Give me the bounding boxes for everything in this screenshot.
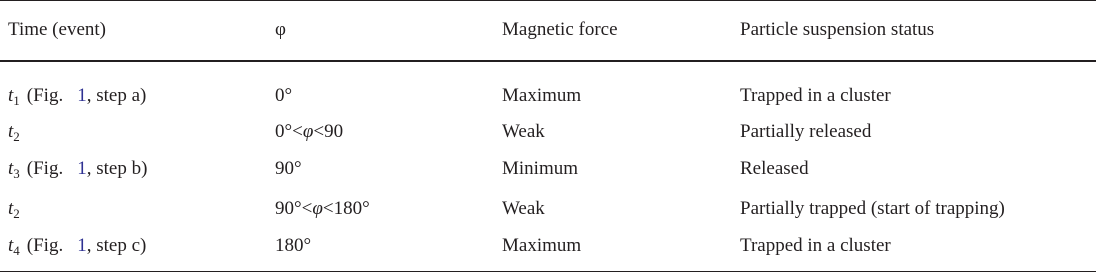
suspension-status-cell: Trapped in a cluster: [740, 85, 891, 106]
suspension-status-cell: Trapped in a cluster: [740, 235, 891, 256]
time-variable: t: [8, 235, 14, 256]
table-bottom-rule: [0, 271, 1096, 272]
time-subscript: 3: [13, 166, 20, 181]
phi-upper: 180°: [333, 198, 370, 219]
magnetic-force-cell: Maximum: [502, 85, 582, 106]
table-top-rule: [0, 0, 1096, 1]
magnetic-force-cell: Weak: [502, 121, 545, 142]
phi-value: 0°: [275, 85, 293, 106]
time-event-cell: [8, 158, 147, 185]
time-event-cell: [8, 85, 146, 112]
figure-ref-open: (Fig.: [26, 85, 64, 106]
suspension-status-cell: Partially released: [740, 121, 872, 142]
header-time-event: Time (event): [8, 19, 106, 40]
magnetic-force-cell: Weak: [502, 198, 545, 219]
phi-cell: [275, 121, 343, 143]
phi-cell: [275, 158, 302, 180]
time-event-cell: [8, 198, 20, 225]
phi-lower: 90°: [275, 198, 302, 219]
phi-symbol: φ: [312, 198, 323, 219]
time-subscript: 4: [13, 243, 20, 258]
header-particle-suspension-status: Particle suspension status: [740, 19, 935, 40]
phi-lt-1: <: [301, 198, 313, 219]
magnetic-force-cell: Minimum: [502, 158, 579, 179]
time-variable: t: [8, 85, 14, 106]
figure-ref-step: , step c): [86, 235, 147, 256]
phi-lt-2: <: [313, 121, 325, 142]
phi-lt-1: <: [292, 121, 303, 142]
phi-lower: 0°: [275, 121, 293, 142]
figure-link[interactable]: 1: [77, 235, 87, 256]
phi-lt-2: <: [322, 198, 334, 219]
time-subscript: 2: [13, 206, 20, 221]
time-variable: t: [8, 158, 14, 179]
time-subscript: 1: [13, 93, 20, 108]
figure-link[interactable]: 1: [77, 158, 87, 179]
time-event-cell: [8, 235, 146, 262]
header-phi: φ: [275, 19, 286, 40]
figure-ref-step: , step b): [86, 158, 148, 179]
magnetic-force-cell: Maximum: [502, 235, 582, 256]
table-header-rule: [0, 60, 1096, 62]
figure-ref-open: (Fig.: [26, 158, 64, 179]
phi-upper: 90: [324, 121, 344, 142]
suspension-status-cell: Partially trapped (start of trapping): [740, 198, 1005, 219]
phi-value: 90°: [275, 158, 302, 179]
time-subscript: 2: [13, 129, 20, 144]
time-variable: t: [8, 121, 14, 142]
figure-ref-open: (Fig.: [26, 235, 64, 256]
phi-cell: [275, 198, 370, 220]
suspension-status-cell: Released: [740, 158, 809, 179]
time-variable: t: [8, 198, 14, 219]
figure-ref-step: , step a): [86, 85, 147, 106]
phi-symbol: φ: [302, 121, 314, 142]
header-magnetic-force: Magnetic force: [502, 19, 618, 40]
phi-cell: [275, 235, 311, 257]
phi-value: 180°: [275, 235, 312, 256]
time-event-cell: [8, 121, 20, 148]
figure-link[interactable]: 1: [77, 85, 87, 106]
phi-cell: [275, 85, 292, 107]
